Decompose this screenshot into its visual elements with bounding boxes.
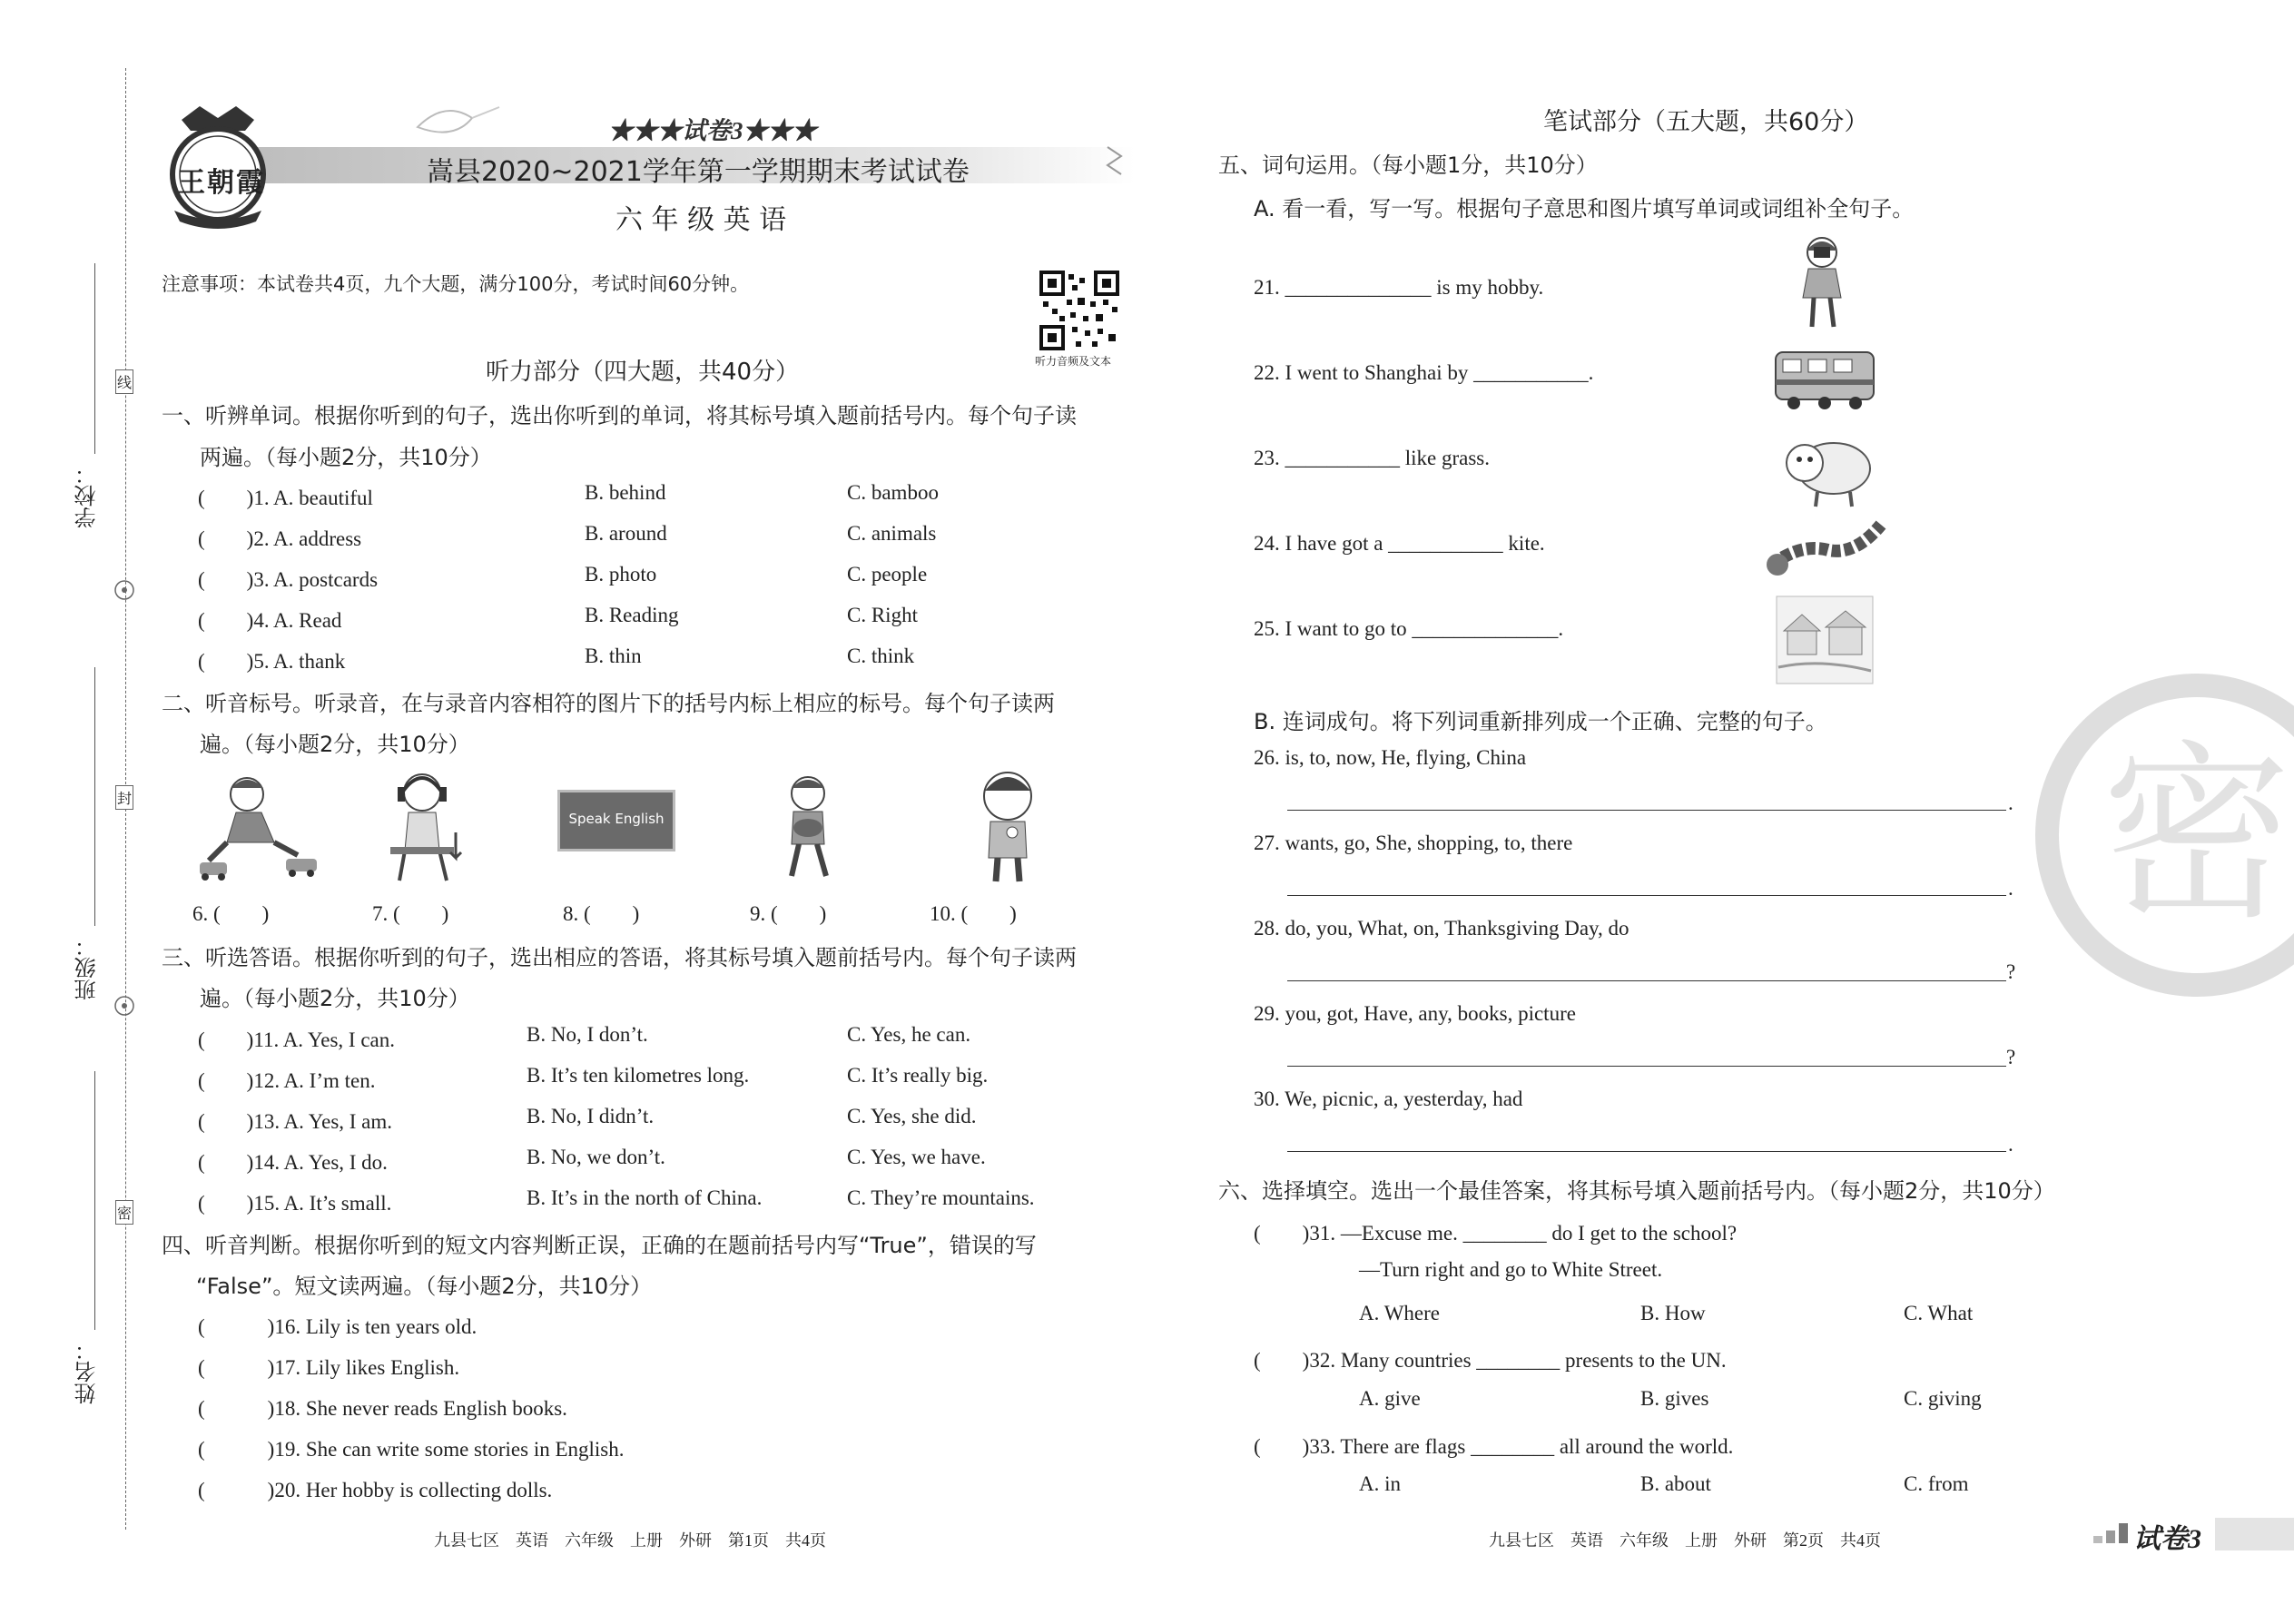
q3-option-b[interactable]: B. photo bbox=[585, 563, 657, 586]
section4-title-cont: “False”。短文读两遍。（每小题2分，共10分） bbox=[196, 1274, 653, 1299]
q15-option-a[interactable]: ( )15. A. It’s small. bbox=[198, 1192, 392, 1215]
q1-option-b[interactable]: B. behind bbox=[585, 481, 666, 504]
boy-holding-ball-picture bbox=[772, 772, 844, 885]
class-label: 班级： bbox=[74, 935, 100, 1000]
q13-option-b[interactable]: B. No, I didn’t. bbox=[527, 1105, 655, 1127]
paper-series: ★★★试卷3★★★ bbox=[608, 117, 817, 144]
school-label: 学校： bbox=[74, 463, 100, 528]
q31-question[interactable]: ( )31. —Excuse me. ________ do I get to the school? bbox=[1254, 1222, 1738, 1245]
q13-option-a[interactable]: ( )13. A. Yes, I am. bbox=[198, 1110, 393, 1133]
q23-sentence[interactable]: 23. ___________ like grass. bbox=[1254, 447, 1491, 469]
q31-reply: —Turn right and go to White Street. bbox=[1359, 1258, 1663, 1281]
q17-statement[interactable]: ( )17. Lily likes English. bbox=[198, 1356, 460, 1379]
q3-option-a[interactable]: ( )3. A. postcards bbox=[198, 568, 379, 591]
q33-question[interactable]: ( )33. There are flags ________ all around the world. bbox=[1254, 1435, 1734, 1458]
town-scenery-picture bbox=[1775, 595, 1875, 685]
q19-statement[interactable]: ( )19. She can write some stories in English. bbox=[198, 1438, 625, 1461]
q18-statement[interactable]: ( )18. She never reads English books. bbox=[198, 1397, 567, 1420]
boy-thinking-picture bbox=[967, 767, 1049, 885]
writing-heading: 笔试部分（五大题，共60分） bbox=[1543, 108, 1869, 136]
binding-hole-icon bbox=[112, 577, 137, 603]
section1-title: 一、听辨单词。根据你听到的句子，选出你听到的单词，将其标号填入题前括号内。每个句子读 bbox=[162, 403, 1077, 428]
q28-words: 28. do, you, What, on, Thanksgiving Day, do bbox=[1254, 917, 1629, 940]
boy-playing-toy-cars-picture bbox=[191, 772, 327, 881]
name-label: 姓名： bbox=[74, 1339, 100, 1404]
section2-title-cont: 遍。（每小题2分，共10分） bbox=[200, 732, 470, 757]
q11-option-a[interactable]: ( )11. A. Yes, I can. bbox=[198, 1029, 395, 1051]
q28-answer-line[interactable] bbox=[1287, 980, 2006, 981]
q28-end-mark: ? bbox=[2006, 960, 2016, 983]
watermark-text: 密 bbox=[2101, 723, 2293, 946]
class-blank bbox=[94, 667, 95, 926]
q12-option-b[interactable]: B. It’s ten kilometres long. bbox=[527, 1064, 750, 1087]
q2-option-c[interactable]: C. animals bbox=[847, 522, 937, 545]
q30-words: 30. We, picnic, a, yesterday, had bbox=[1254, 1088, 1523, 1110]
girl-listening-headphones-picture bbox=[372, 767, 472, 890]
corner-decoration-icon bbox=[2088, 1516, 2133, 1552]
q31-option-a[interactable]: A. Where bbox=[1359, 1302, 1440, 1324]
q15-option-b[interactable]: B. It’s in the north of China. bbox=[527, 1186, 763, 1209]
q1-option-a[interactable]: ( )1. A. beautiful bbox=[198, 487, 373, 509]
listening-heading: 听力部分（四大题，共40分） bbox=[486, 359, 800, 386]
q30-answer-line[interactable] bbox=[1287, 1151, 2006, 1152]
q26-end-mark: . bbox=[2008, 792, 2013, 814]
q5-option-b[interactable]: B. thin bbox=[585, 645, 642, 667]
q11-option-c[interactable]: C. Yes, he can. bbox=[847, 1023, 971, 1046]
q5-option-c[interactable]: C. think bbox=[847, 645, 915, 667]
binding-mark-line: 线 bbox=[115, 369, 133, 394]
section4-title: 四、听音判断。根据你听到的短文内容判断正误，正确的在题前括号内写“True”，错误的写 bbox=[162, 1233, 1037, 1258]
blackboard-picture bbox=[557, 790, 675, 851]
q3-option-c[interactable]: C. people bbox=[847, 563, 928, 586]
q29-end-mark: ? bbox=[2006, 1046, 2016, 1068]
blackboard-text: Speak English bbox=[568, 811, 665, 827]
footer-right: 九县七区 英语 六年级 上册 外研 第2页 共4页 bbox=[1489, 1531, 1881, 1550]
picture-7-answer[interactable]: 7. ( ) bbox=[372, 902, 449, 925]
sheep-picture bbox=[1777, 428, 1877, 510]
school-blank bbox=[94, 263, 95, 454]
q26-answer-line[interactable] bbox=[1287, 810, 2006, 811]
train-picture bbox=[1770, 343, 1879, 416]
q2-option-a[interactable]: ( )2. A. address bbox=[198, 527, 362, 550]
q26-words: 26. is, to, now, He, flying, China bbox=[1254, 746, 1527, 769]
q15-option-c[interactable]: C. They’re mountains. bbox=[847, 1186, 1035, 1209]
q1-option-c[interactable]: C. bamboo bbox=[847, 481, 939, 504]
q32-question[interactable]: ( )32. Many countries ________ presents to the UN. bbox=[1254, 1349, 1727, 1372]
q2-option-b[interactable]: B. around bbox=[585, 522, 667, 545]
corner-tag-bar bbox=[2215, 1518, 2294, 1550]
picture-6-answer[interactable]: 6. ( ) bbox=[192, 902, 270, 925]
picture-9-answer[interactable]: 9. ( ) bbox=[750, 902, 827, 925]
q14-option-a[interactable]: ( )14. A. Yes, I do. bbox=[198, 1151, 388, 1174]
q13-option-c[interactable]: C. Yes, she did. bbox=[847, 1105, 977, 1127]
section2-title: 二、听音标号。听录音，在与录音内容相符的图片下的括号内标上相应的标号。每个句子读两 bbox=[162, 691, 1055, 716]
footer-left: 九县七区 英语 六年级 上册 外研 第1页 共4页 bbox=[434, 1531, 826, 1550]
q33-option-c[interactable]: C. from bbox=[1904, 1472, 1969, 1495]
q20-statement[interactable]: ( )20. Her hobby is collecting dolls. bbox=[198, 1479, 553, 1501]
q12-option-a[interactable]: ( )12. A. I’m ten. bbox=[198, 1069, 376, 1092]
q31-option-b[interactable]: B. How bbox=[1640, 1302, 1706, 1324]
q4-option-a[interactable]: ( )4. A. Read bbox=[198, 609, 342, 632]
q30-end-mark: . bbox=[2008, 1133, 2013, 1156]
q5-option-a[interactable]: ( )5. A. thank bbox=[198, 650, 346, 673]
qr-caption: 听力音频及文本 bbox=[1035, 355, 1112, 368]
q33-option-b[interactable]: B. about bbox=[1640, 1472, 1711, 1495]
q31-option-c[interactable]: C. What bbox=[1904, 1302, 1974, 1324]
binding-mark-secret: 密 bbox=[115, 1200, 133, 1225]
q27-end-mark: . bbox=[2008, 877, 2013, 900]
exam-subject: 六 年 级 英 语 bbox=[615, 204, 787, 236]
q27-words: 27. wants, go, She, shopping, to, there bbox=[1254, 832, 1573, 854]
qr-code-icon[interactable] bbox=[1039, 271, 1119, 350]
q14-option-b[interactable]: B. No, we don’t. bbox=[527, 1146, 665, 1168]
girl-taking-photo-picture bbox=[1790, 232, 1854, 332]
section1-title-cont: 两遍。（每小题2分，共10分） bbox=[200, 445, 492, 470]
secret-watermark-icon bbox=[2015, 672, 2294, 999]
name-blank bbox=[94, 1071, 95, 1330]
q16-statement[interactable]: ( )16. Lily is ten years old. bbox=[198, 1315, 478, 1338]
picture-10-answer[interactable]: 10. ( ) bbox=[930, 902, 1017, 925]
q27-answer-line[interactable] bbox=[1287, 895, 2006, 896]
q32-option-b[interactable]: B. gives bbox=[1640, 1387, 1709, 1410]
section5-title: 五、词句运用。（每小题1分，共10分） bbox=[1218, 153, 1598, 178]
binding-mark-seal: 封 bbox=[115, 785, 133, 810]
exam-title: 嵩县2020~2021学年第一学期期末考试试卷 bbox=[427, 156, 970, 188]
q24-sentence[interactable]: 24. I have got a ___________ kite. bbox=[1254, 532, 1545, 555]
q29-answer-line[interactable] bbox=[1287, 1066, 2006, 1067]
q29-words: 29. you, got, Have, any, books, picture bbox=[1254, 1002, 1576, 1025]
q12-option-c[interactable]: C. It’s really big. bbox=[847, 1064, 989, 1087]
section6-title: 六、选择填空。选出一个最佳答案，将其标号填入题前括号内。（每小题2分，共10分） bbox=[1218, 1178, 2055, 1204]
binding-hole-icon bbox=[112, 993, 137, 1019]
q33-option-a[interactable]: A. in bbox=[1359, 1472, 1401, 1495]
q14-option-c[interactable]: C. Yes, we have. bbox=[847, 1146, 986, 1168]
corner-tag: 试卷3 bbox=[2133, 1524, 2201, 1554]
exam-notice: 注意事项：本试卷共4页，九个大题，满分100分，考试时间60分钟。 bbox=[162, 273, 750, 295]
dragon-kite-picture bbox=[1765, 516, 1887, 579]
section3-title: 三、听选答语。根据你听到的句子，选出相应的答语，将其标号填入题前括号内。每个句子读两 bbox=[162, 945, 1077, 970]
q4-option-b[interactable]: B. Reading bbox=[585, 604, 679, 626]
q21-sentence[interactable]: 21. ______________ is my hobby. bbox=[1254, 276, 1544, 299]
q32-option-a[interactable]: A. give bbox=[1359, 1387, 1421, 1410]
picture-8-answer[interactable]: 8. ( ) bbox=[563, 902, 640, 925]
section5-partB: B. 连词成句。将下列词重新排列成一个正确、完整的句子。 bbox=[1254, 709, 1827, 734]
q22-sentence[interactable]: 22. I went to Shanghai by ___________. bbox=[1254, 361, 1594, 384]
logo-text: 王朝霞 bbox=[178, 167, 265, 199]
q4-option-c[interactable]: C. Right bbox=[847, 604, 918, 626]
q11-option-b[interactable]: B. No, I don’t. bbox=[527, 1023, 648, 1046]
section3-title-cont: 遍。（每小题2分，共10分） bbox=[200, 986, 470, 1011]
q32-option-c[interactable]: C. giving bbox=[1904, 1387, 1982, 1410]
section5-partA: A. 看一看，写一写。根据句子意思和图片填写单词或词组补全句子。 bbox=[1254, 196, 1915, 221]
q25-sentence[interactable]: 25. I want to go to ______________. bbox=[1254, 617, 1564, 640]
